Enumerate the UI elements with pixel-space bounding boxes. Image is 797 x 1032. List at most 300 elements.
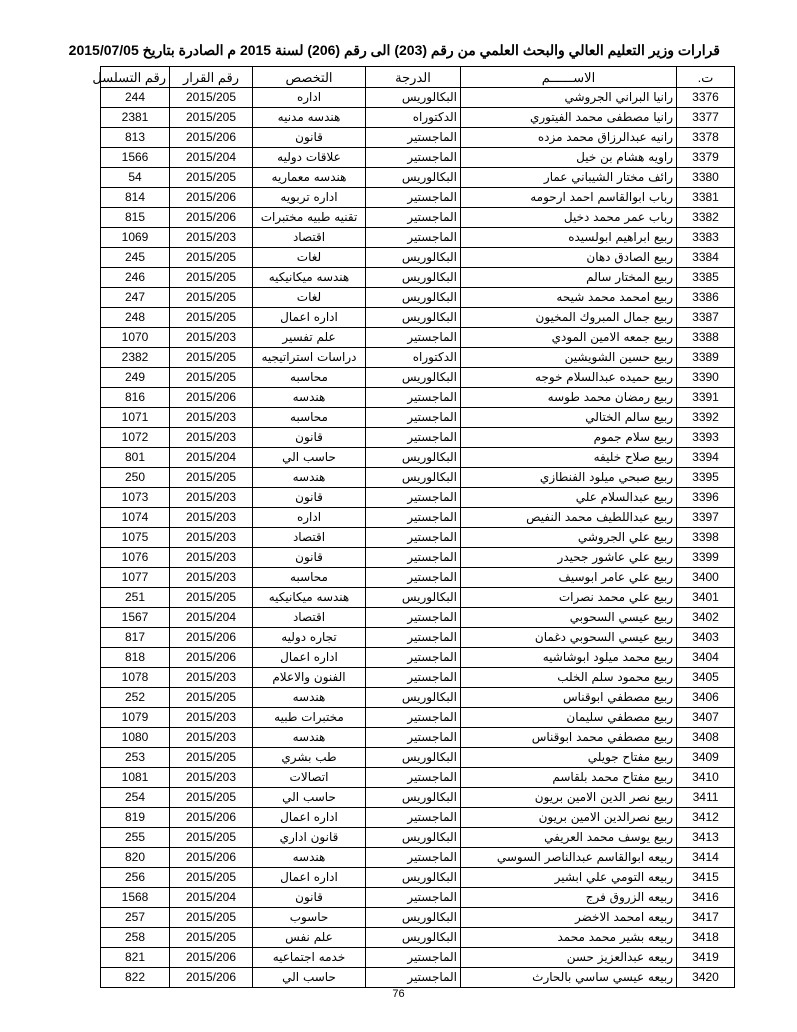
row-degree: البكالوريس <box>366 788 461 808</box>
row-decision: 2015/205 <box>170 268 253 288</box>
row-serial: 820 <box>101 848 170 868</box>
row-specialization: هندسه <box>253 388 366 408</box>
row-name: ربيعه ابوالقاسم عبدالناصر السوسي <box>461 848 677 868</box>
row-decision: 2015/206 <box>170 388 253 408</box>
row-serial: 2381 <box>101 108 170 128</box>
row-number: 3378 <box>677 128 735 148</box>
row-decision: 2015/204 <box>170 448 253 468</box>
row-degree: الماجستير <box>366 328 461 348</box>
table-row <box>101 908 735 928</box>
table-row <box>101 328 735 348</box>
row-name: ربيع المختار سالم <box>461 268 677 288</box>
row-degree: الماجستير <box>366 888 461 908</box>
row-number: 3420 <box>677 968 735 988</box>
row-decision: 2015/203 <box>170 328 253 348</box>
table-row <box>101 588 735 608</box>
row-name: رانيا مصطفى محمد الفيتوري <box>461 108 677 128</box>
row-name: ربيع عيسي السحوبي <box>461 608 677 628</box>
row-decision: 2015/203 <box>170 508 253 528</box>
row-number: 3389 <box>677 348 735 368</box>
row-decision: 2015/206 <box>170 188 253 208</box>
row-number: 3395 <box>677 468 735 488</box>
decisions-table <box>92 66 735 988</box>
row-serial: 252 <box>101 688 170 708</box>
table-row <box>101 108 735 128</box>
row-degree: الماجستير <box>366 408 461 428</box>
row-serial: 1081 <box>101 768 170 788</box>
table-row <box>101 948 735 968</box>
row-degree: الماجستير <box>366 728 461 748</box>
row-degree: البكالوريس <box>366 868 461 888</box>
table-row <box>101 748 735 768</box>
row-decision: 2015/205 <box>170 368 253 388</box>
row-specialization: طب بشري <box>253 748 366 768</box>
row-number: 3413 <box>677 828 735 848</box>
row-number: 3377 <box>677 108 735 128</box>
table-row <box>101 608 735 628</box>
row-degree: الماجستير <box>366 508 461 528</box>
row-degree: البكالوريس <box>366 168 461 188</box>
table-row <box>101 848 735 868</box>
row-name: ربيعه عيسي ساسي بالحارث <box>461 968 677 988</box>
row-serial: 2382 <box>101 348 170 368</box>
row-degree: البكالوريس <box>366 288 461 308</box>
row-degree: الماجستير <box>366 768 461 788</box>
header-serial: رقم التسلسل <box>101 67 170 88</box>
row-decision: 2015/203 <box>170 668 253 688</box>
row-name: ربيع مفتاح محمد بلقاسم <box>461 768 677 788</box>
row-degree: الماجستير <box>366 188 461 208</box>
row-name: ربيع سلام جموم <box>461 428 677 448</box>
row-serial: 814 <box>101 188 170 208</box>
table-row <box>101 448 735 468</box>
row-name: ربيعه امحمد الاخضر <box>461 908 677 928</box>
row-serial: 1071 <box>101 408 170 428</box>
table-row <box>101 88 735 108</box>
row-name: ربيع ابراهيم ابولسيده <box>461 228 677 248</box>
row-number: 3403 <box>677 628 735 648</box>
row-specialization: الفنون والاعلام <box>253 668 366 688</box>
row-decision: 2015/205 <box>170 908 253 928</box>
table-row <box>101 288 735 308</box>
row-specialization: محاسبه <box>253 368 366 388</box>
row-degree: الماجستير <box>366 228 461 248</box>
row-name: ربيع امحمد محمد شيحه <box>461 288 677 308</box>
table-row <box>101 508 735 528</box>
row-serial: 801 <box>101 448 170 468</box>
row-number: 3381 <box>677 188 735 208</box>
row-decision: 2015/206 <box>170 648 253 668</box>
table-row <box>101 208 735 228</box>
table-row <box>101 808 735 828</box>
row-number: 3404 <box>677 648 735 668</box>
row-specialization: لغات <box>253 288 366 308</box>
table-row <box>101 788 735 808</box>
row-serial: 1080 <box>101 728 170 748</box>
header-name: الاســــــم <box>461 67 677 88</box>
row-specialization: اقتصاد <box>253 528 366 548</box>
header-specialization: التخصص <box>253 67 366 88</box>
table-row <box>101 828 735 848</box>
row-degree: البكالوريس <box>366 928 461 948</box>
row-serial: 254 <box>101 788 170 808</box>
row-serial: 817 <box>101 628 170 648</box>
row-degree: الماجستير <box>366 548 461 568</box>
header-row <box>101 67 735 88</box>
row-serial: 246 <box>101 268 170 288</box>
row-serial: 821 <box>101 948 170 968</box>
row-serial: 244 <box>101 88 170 108</box>
row-name: ربيع الصادق دهان <box>461 248 677 268</box>
table-row <box>101 348 735 368</box>
row-number: 3388 <box>677 328 735 348</box>
row-serial: 1077 <box>101 568 170 588</box>
row-specialization: حاسب الي <box>253 788 366 808</box>
row-specialization: قانون <box>253 428 366 448</box>
row-decision: 2015/205 <box>170 688 253 708</box>
row-name: رباب عمر محمد دخيل <box>461 208 677 228</box>
row-number: 3408 <box>677 728 735 748</box>
row-specialization: اداره <box>253 508 366 528</box>
row-degree: الماجستير <box>366 128 461 148</box>
row-specialization: علم نفس <box>253 928 366 948</box>
row-degree: البكالوريس <box>366 88 461 108</box>
row-specialization: محاسبه <box>253 568 366 588</box>
row-serial: 248 <box>101 308 170 328</box>
row-decision: 2015/205 <box>170 168 253 188</box>
row-serial: 822 <box>101 968 170 988</box>
row-name: ربيع صبحي ميلود الفنطازي <box>461 468 677 488</box>
row-name: رائف مختار الشيباني عمار <box>461 168 677 188</box>
table-row <box>101 888 735 908</box>
row-number: 3414 <box>677 848 735 868</box>
row-serial: 256 <box>101 868 170 888</box>
row-decision: 2015/205 <box>170 88 253 108</box>
row-serial: 257 <box>101 908 170 928</box>
row-decision: 2015/206 <box>170 208 253 228</box>
table-row <box>101 668 735 688</box>
row-degree: الماجستير <box>366 488 461 508</box>
row-specialization: حاسب الي <box>253 968 366 988</box>
row-name: ربيع جمال المبروك المخيون <box>461 308 677 328</box>
row-specialization: حاسوب <box>253 908 366 928</box>
row-number: 3376 <box>677 88 735 108</box>
row-serial: 255 <box>101 828 170 848</box>
row-name: ربيع مفتاح جويلي <box>461 748 677 768</box>
row-specialization: هندسه <box>253 728 366 748</box>
row-specialization: هندسه <box>253 468 366 488</box>
row-specialization: حاسب الي <box>253 448 366 468</box>
row-serial: 1069 <box>101 228 170 248</box>
table-row <box>101 308 735 328</box>
row-degree: البكالوريس <box>366 248 461 268</box>
row-specialization: محاسبه <box>253 408 366 428</box>
row-number: 3412 <box>677 808 735 828</box>
table-row <box>101 648 735 668</box>
row-specialization: قانون <box>253 548 366 568</box>
table-row <box>101 228 735 248</box>
row-serial: 1567 <box>101 608 170 628</box>
row-number: 3390 <box>677 368 735 388</box>
row-number: 3418 <box>677 928 735 948</box>
row-name: راويه هشام بن خيل <box>461 148 677 168</box>
row-number: 3394 <box>677 448 735 468</box>
row-degree: البكالوريس <box>366 308 461 328</box>
row-degree: الماجستير <box>366 948 461 968</box>
row-degree: الدكتوراه <box>366 348 461 368</box>
row-decision: 2015/205 <box>170 828 253 848</box>
row-degree: الماجستير <box>366 648 461 668</box>
row-specialization: هندسه ميكانيكيه <box>253 588 366 608</box>
row-degree: الماجستير <box>366 848 461 868</box>
row-number: 3399 <box>677 548 735 568</box>
table-row <box>101 368 735 388</box>
row-number: 3385 <box>677 268 735 288</box>
row-specialization: هندسه <box>253 848 366 868</box>
row-degree: البكالوريس <box>366 588 461 608</box>
table-row <box>101 528 735 548</box>
row-degree: الماجستير <box>366 968 461 988</box>
row-specialization: اداره تربويه <box>253 188 366 208</box>
row-decision: 2015/206 <box>170 128 253 148</box>
row-decision: 2015/203 <box>170 768 253 788</box>
row-degree: الماجستير <box>366 628 461 648</box>
row-name: رانيه عبدالرزاق محمد مزده <box>461 128 677 148</box>
row-number: 3405 <box>677 668 735 688</box>
row-number: 3391 <box>677 388 735 408</box>
header-no: ت. <box>677 67 735 88</box>
table-row <box>101 548 735 568</box>
header-decision: رقم القرار <box>170 67 253 88</box>
table-row <box>101 628 735 648</box>
row-name: ربيع علي عامر ابوسيف <box>461 568 677 588</box>
row-number: 3392 <box>677 408 735 428</box>
row-serial: 250 <box>101 468 170 488</box>
row-serial: 813 <box>101 128 170 148</box>
row-number: 3416 <box>677 888 735 908</box>
table-row <box>101 708 735 728</box>
row-name: ربيع عبدالسلام علي <box>461 488 677 508</box>
row-number: 3415 <box>677 868 735 888</box>
row-degree: الماجستير <box>366 708 461 728</box>
row-decision: 2015/205 <box>170 868 253 888</box>
row-decision: 2015/205 <box>170 248 253 268</box>
row-name: ربيعه التومي علي ابشير <box>461 868 677 888</box>
row-number: 3379 <box>677 148 735 168</box>
row-serial: 819 <box>101 808 170 828</box>
row-number: 3386 <box>677 288 735 308</box>
row-decision: 2015/204 <box>170 888 253 908</box>
row-specialization: هندسه <box>253 688 366 708</box>
page-number: 76 <box>392 988 405 1000</box>
row-decision: 2015/205 <box>170 348 253 368</box>
row-name: ربيع حميده عبدالسلام خوجه <box>461 368 677 388</box>
row-number: 3409 <box>677 748 735 768</box>
row-number: 3397 <box>677 508 735 528</box>
row-name: ربيع محمد ميلود ابوشاشيه <box>461 648 677 668</box>
row-decision: 2015/203 <box>170 428 253 448</box>
table-body <box>101 88 735 988</box>
row-degree: البكالوريس <box>366 748 461 768</box>
table-row <box>101 468 735 488</box>
row-specialization: قانون <box>253 488 366 508</box>
row-serial: 1073 <box>101 488 170 508</box>
row-number: 3396 <box>677 488 735 508</box>
row-degree: البكالوريس <box>366 268 461 288</box>
table-row <box>101 188 735 208</box>
row-specialization: اتصالات <box>253 768 366 788</box>
row-name: ربيع حسين الشويشين <box>461 348 677 368</box>
row-specialization: اداره اعمال <box>253 308 366 328</box>
row-specialization: قانون <box>253 888 366 908</box>
row-decision: 2015/206 <box>170 628 253 648</box>
row-number: 3380 <box>677 168 735 188</box>
row-serial: 1078 <box>101 668 170 688</box>
document-title: قرارات وزير التعليم العالي والبحث العلمي من رقم (203) الى رقم (206) لسنة 2015 م الصادرة بتاريخ 2015/07/05 <box>68 42 720 58</box>
table-row <box>101 728 735 748</box>
row-degree: البكالوريس <box>366 828 461 848</box>
row-number: 3406 <box>677 688 735 708</box>
row-serial: 258 <box>101 928 170 948</box>
table-row <box>101 568 735 588</box>
row-decision: 2015/203 <box>170 528 253 548</box>
table-row <box>101 488 735 508</box>
table-row <box>101 388 735 408</box>
row-serial: 247 <box>101 288 170 308</box>
row-degree: الماجستير <box>366 388 461 408</box>
row-specialization: اداره اعمال <box>253 648 366 668</box>
row-serial: 1079 <box>101 708 170 728</box>
row-decision: 2015/205 <box>170 288 253 308</box>
row-decision: 2015/203 <box>170 728 253 748</box>
row-degree: الماجستير <box>366 608 461 628</box>
row-specialization: تجاره دوليه <box>253 628 366 648</box>
table-row <box>101 268 735 288</box>
row-specialization: اقتصاد <box>253 228 366 248</box>
row-name: ربيع علي عاشور جحيدر <box>461 548 677 568</box>
row-name: ربيع صلاح خليفه <box>461 448 677 468</box>
row-specialization: دراسات استراتيجيه <box>253 348 366 368</box>
row-decision: 2015/204 <box>170 608 253 628</box>
row-decision: 2015/205 <box>170 788 253 808</box>
table-row <box>101 168 735 188</box>
row-specialization: هندسه معماريه <box>253 168 366 188</box>
table-row <box>101 148 735 168</box>
row-number: 3410 <box>677 768 735 788</box>
row-serial: 816 <box>101 388 170 408</box>
row-decision: 2015/205 <box>170 108 253 128</box>
row-serial: 1070 <box>101 328 170 348</box>
row-degree: البكالوريس <box>366 448 461 468</box>
row-name: ربيع نصر الدين الامين بريون <box>461 788 677 808</box>
row-degree: الماجستير <box>366 668 461 688</box>
table-row <box>101 968 735 988</box>
row-decision: 2015/204 <box>170 148 253 168</box>
row-specialization: لغات <box>253 248 366 268</box>
row-name: ربيع جمعه الامين المودي <box>461 328 677 348</box>
row-specialization: تقنيه طبيه مختبرات <box>253 208 366 228</box>
row-specialization: قانون <box>253 128 366 148</box>
row-name: ربيعه الزروق فرج <box>461 888 677 908</box>
row-number: 3382 <box>677 208 735 228</box>
row-degree: الماجستير <box>366 148 461 168</box>
row-number: 3407 <box>677 708 735 728</box>
row-degree: الدكتوراه <box>366 108 461 128</box>
row-degree: البكالوريس <box>366 688 461 708</box>
table-row <box>101 428 735 448</box>
row-degree: الماجستير <box>366 568 461 588</box>
row-serial: 1074 <box>101 508 170 528</box>
row-decision: 2015/206 <box>170 848 253 868</box>
row-degree: الماجستير <box>366 208 461 228</box>
row-serial: 818 <box>101 648 170 668</box>
row-name: رباب ابوالقاسم احمد ارحومه <box>461 188 677 208</box>
row-name: ربيعه عبدالعزيز حسن <box>461 948 677 968</box>
table-row <box>101 768 735 788</box>
row-name: ربيع محمود سلم الخلب <box>461 668 677 688</box>
row-name: ربيعه بشير محمد محمد <box>461 928 677 948</box>
row-number: 3417 <box>677 908 735 928</box>
row-decision: 2015/205 <box>170 748 253 768</box>
row-decision: 2015/203 <box>170 548 253 568</box>
row-specialization: مختبرات طبيه <box>253 708 366 728</box>
row-number: 3384 <box>677 248 735 268</box>
row-number: 3387 <box>677 308 735 328</box>
row-serial: 815 <box>101 208 170 228</box>
row-specialization: علم تفسير <box>253 328 366 348</box>
row-number: 3400 <box>677 568 735 588</box>
row-serial: 1568 <box>101 888 170 908</box>
row-serial: 249 <box>101 368 170 388</box>
row-serial: 54 <box>101 168 170 188</box>
row-number: 3411 <box>677 788 735 808</box>
row-specialization: خدمه اجتماعيه <box>253 948 366 968</box>
row-degree: البكالوريس <box>366 468 461 488</box>
table-row <box>101 128 735 148</box>
row-name: ربيع رمضان محمد طوسه <box>461 388 677 408</box>
row-degree: الماجستير <box>366 428 461 448</box>
row-specialization: اداره اعمال <box>253 808 366 828</box>
row-decision: 2015/203 <box>170 228 253 248</box>
row-decision: 2015/206 <box>170 808 253 828</box>
row-specialization: هندسه مدنيه <box>253 108 366 128</box>
row-decision: 2015/206 <box>170 968 253 988</box>
row-number: 3401 <box>677 588 735 608</box>
table-row <box>101 688 735 708</box>
row-specialization: علاقات دوليه <box>253 148 366 168</box>
row-name: ربيع مصطفي ابوقناس <box>461 688 677 708</box>
row-specialization: قانون اداري <box>253 828 366 848</box>
row-number: 3393 <box>677 428 735 448</box>
table-row <box>101 408 735 428</box>
row-serial: 251 <box>101 588 170 608</box>
row-number: 3402 <box>677 608 735 628</box>
row-number: 3398 <box>677 528 735 548</box>
row-name: ربيع نصرالدين الامين بريون <box>461 808 677 828</box>
row-name: ربيع مصطفي محمد ابوقناس <box>461 728 677 748</box>
row-name: ربيع مصطفي سليمان <box>461 708 677 728</box>
row-serial: 1076 <box>101 548 170 568</box>
row-decision: 2015/203 <box>170 408 253 428</box>
row-decision: 2015/205 <box>170 928 253 948</box>
row-decision: 2015/203 <box>170 568 253 588</box>
row-degree: البكالوريس <box>366 908 461 928</box>
row-name: ربيع علي محمد نصرات <box>461 588 677 608</box>
row-degree: الماجستير <box>366 808 461 828</box>
row-number: 3419 <box>677 948 735 968</box>
table-row <box>101 248 735 268</box>
row-degree: البكالوريس <box>366 368 461 388</box>
